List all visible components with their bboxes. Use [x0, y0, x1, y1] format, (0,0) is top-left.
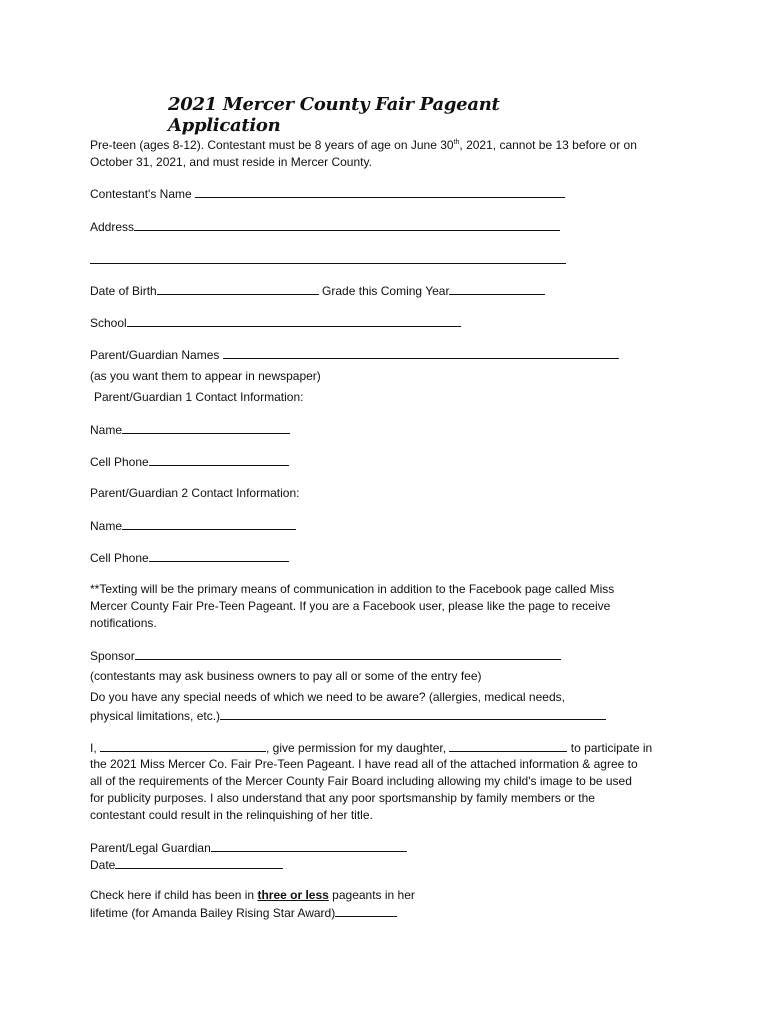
- pg1-heading: Parent/Guardian 1 Contact Information:: [94, 390, 304, 404]
- intro-line-1: Pre-teen (ages 8-12). Contestant must be 8 years of age on June 30th, 2021, cannot be 13 before or on: [90, 138, 637, 152]
- parent-name-blank[interactable]: [100, 739, 266, 752]
- dob-grade-row: [90, 282, 545, 300]
- pg1-cell-label: Cell Phone: [90, 455, 149, 469]
- special-needs-row: [90, 707, 606, 725]
- award-line-1: Check here if child has been in three or less pageants in her: [90, 888, 415, 902]
- pg1-name-row: [90, 421, 290, 439]
- pg2-cell-row: [90, 549, 289, 567]
- daughter-name-blank[interactable]: [449, 739, 567, 752]
- contestant-name-field[interactable]: [195, 185, 565, 198]
- pg2-cell-label: Cell Phone: [90, 551, 149, 565]
- parent-names-field[interactable]: [223, 346, 619, 359]
- address-row: [90, 218, 560, 236]
- school-label: School: [90, 316, 127, 330]
- sponsor-row: [90, 647, 561, 665]
- address-field[interactable]: [134, 218, 560, 231]
- pg1-name-field[interactable]: [122, 421, 290, 434]
- texting-note-line-3: notifications.: [90, 616, 157, 630]
- sponsor-field[interactable]: [135, 647, 561, 660]
- pg2-name-field[interactable]: [122, 517, 296, 530]
- grade-field[interactable]: [449, 282, 545, 295]
- permission-line-4: for publicity purposes. I also understand that any poor sportsmanship by family members or the: [90, 791, 595, 805]
- contestant-name-row: [90, 185, 565, 203]
- guardian-signature-label: Parent/Legal Guardian: [90, 841, 211, 855]
- parent-names-row: [90, 346, 619, 364]
- three-or-less-emphasis: three or less: [257, 888, 329, 902]
- date-row: [90, 856, 283, 874]
- special-needs-field[interactable]: [220, 707, 606, 720]
- special-needs-label: physical limitations, etc.): [90, 709, 221, 723]
- page-title: 2021 Mercer County Fair Pageant Application: [168, 94, 500, 136]
- pg2-name-row: [90, 517, 296, 535]
- texting-note-line-2: Mercer County Fair Pre-Teen Pageant. If you are a Facebook user, please like the page to receive: [90, 599, 611, 613]
- guardian-signature-field[interactable]: [211, 839, 407, 852]
- date-label: Date: [90, 858, 116, 872]
- pg1-name-label: Name: [90, 423, 123, 437]
- permission-line-5: contestant could result in the relinquishing of her title.: [90, 808, 373, 822]
- guardian-signature-row: [90, 839, 407, 857]
- sponsor-note: (contestants may ask business owners to pay all or some of the entry fee): [90, 669, 482, 683]
- texting-note-line-1: **Texting will be the primary means of communication in addition to the Facebook page called Miss: [90, 582, 615, 596]
- contestant-name-label: Contestant's Name: [90, 187, 192, 201]
- award-check-field[interactable]: [335, 904, 397, 917]
- permission-line-3: all of the requirements of the Mercer County Fair Board including allowing my child's image to be used: [90, 774, 632, 788]
- address-label: Address: [90, 220, 135, 234]
- pg2-heading: Parent/Guardian 2 Contact Information:: [90, 486, 300, 500]
- parent-names-label: Parent/Guardian Names: [90, 348, 220, 362]
- intro-line-2: October 31, 2021, and must reside in Mercer County.: [90, 155, 372, 169]
- special-needs-line-1: Do you have any special needs of which we need to be aware? (allergies, medical needs,: [90, 690, 565, 704]
- permission-line-2: the 2021 Miss Mercer Co. Fair Pre-Teen Pageant. I have read all of the attached information & agree to: [90, 757, 638, 771]
- pg2-name-label: Name: [90, 519, 123, 533]
- newspaper-note: (as you want them to appear in newspaper): [90, 369, 321, 383]
- address-line-2-row: [90, 251, 566, 269]
- pg2-cell-field[interactable]: [149, 549, 289, 562]
- date-field[interactable]: [115, 856, 283, 869]
- pg1-cell-field[interactable]: [149, 453, 289, 466]
- dob-label: Date of Birth: [90, 284, 157, 298]
- school-row: [90, 314, 461, 332]
- award-row: [90, 904, 397, 922]
- address-line-2-field[interactable]: [90, 251, 566, 264]
- grade-label: Grade this Coming Year: [322, 284, 450, 298]
- pg1-cell-row: [90, 453, 289, 471]
- sponsor-label: Sponsor: [90, 649, 135, 663]
- school-field[interactable]: [127, 314, 461, 327]
- permission-line-1: I, , give permission for my daughter, to participate in: [90, 741, 653, 755]
- dob-field[interactable]: [157, 282, 319, 295]
- award-label: lifetime (for Amanda Bailey Rising Star Award): [90, 906, 336, 920]
